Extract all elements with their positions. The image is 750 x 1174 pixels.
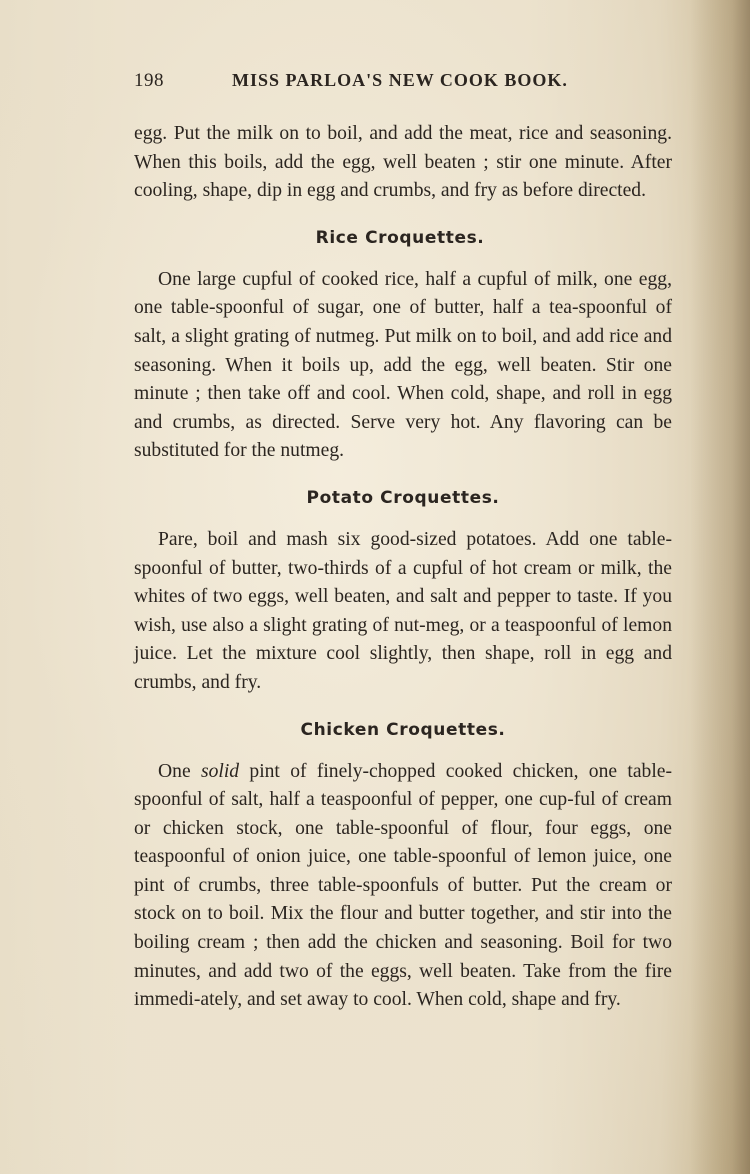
page-edge-shadow (690, 0, 750, 1174)
page-text (134, 70, 672, 1015)
heading-rice-croquettes: Rice Croquettes. (315, 227, 485, 248)
heading-potato-croquettes: Potato Croquettes. (306, 487, 500, 508)
running-head (134, 70, 672, 102)
page-number: 198 (134, 70, 164, 91)
heading-chicken-croquettes: Chicken Croquettes. (300, 719, 506, 740)
chicken-paragraph-italic: solid (200, 760, 240, 782)
chicken-paragraph-start: One (158, 760, 201, 782)
continuation-paragraph: egg. Put the milk on to boil, and add the meat, rice and seasoning. When this boils, add the egg, well beaten ; stir one minute. After cooling, shape, dip in egg and crumbs, and fry as before directed. (134, 123, 672, 202)
rice-croquettes-paragraph: One large cupful of cooked rice, half a cupful of milk, one egg, one table-spoonful of sugar, one of butter, half a tea-spoonful of salt, a slight grating of nutmeg. Put milk on to boil, and add rice and seasoning. When it boils up, add the egg, well beaten. Stir one minute ; then take off and cool. When cold, shape, and roll in egg and crumbs, as directed. Serve very hot. Any flavoring can be substituted for the nutmeg. (134, 268, 672, 462)
chicken-paragraph-rest: pint of finely-chopped cooked chicken, one table-spoonful of salt, half a teaspoonful of pepper, one cup-ful of cream or chicken stock, one table-spoonful of flour, four eggs, one teaspoonful of onion juice, one table-spoonful of lemon juice, one pint of crumbs, three table-spoonfuls of butter. Put the cream or stock on to boil. Mix the flour and butter together, and stir into the boiling cream ; then add the chicken and seasoning. Boil for two minutes, and add two of the eggs, well beaten. Take from the fire immedi-ately, and set away to cool. When cold, shape and fry. (134, 760, 672, 1011)
running-title: MISS PARLOA'S NEW COOK BOOK. (232, 70, 568, 90)
chicken-croquettes-paragraph (134, 758, 672, 1015)
potato-croquettes-paragraph: Pare, boil and mash six good-sized potatoes. Add one table-spoonful of butter, two-thirds of a cupful of hot cream or milk, the whites of two eggs, well beaten, and salt and pepper to taste. If you wish, use also a slight grating of nut-meg, or a teaspoonful of lemon juice. Let the mixture cool slightly, then shape, roll in egg and crumbs, and fry. (134, 528, 672, 693)
